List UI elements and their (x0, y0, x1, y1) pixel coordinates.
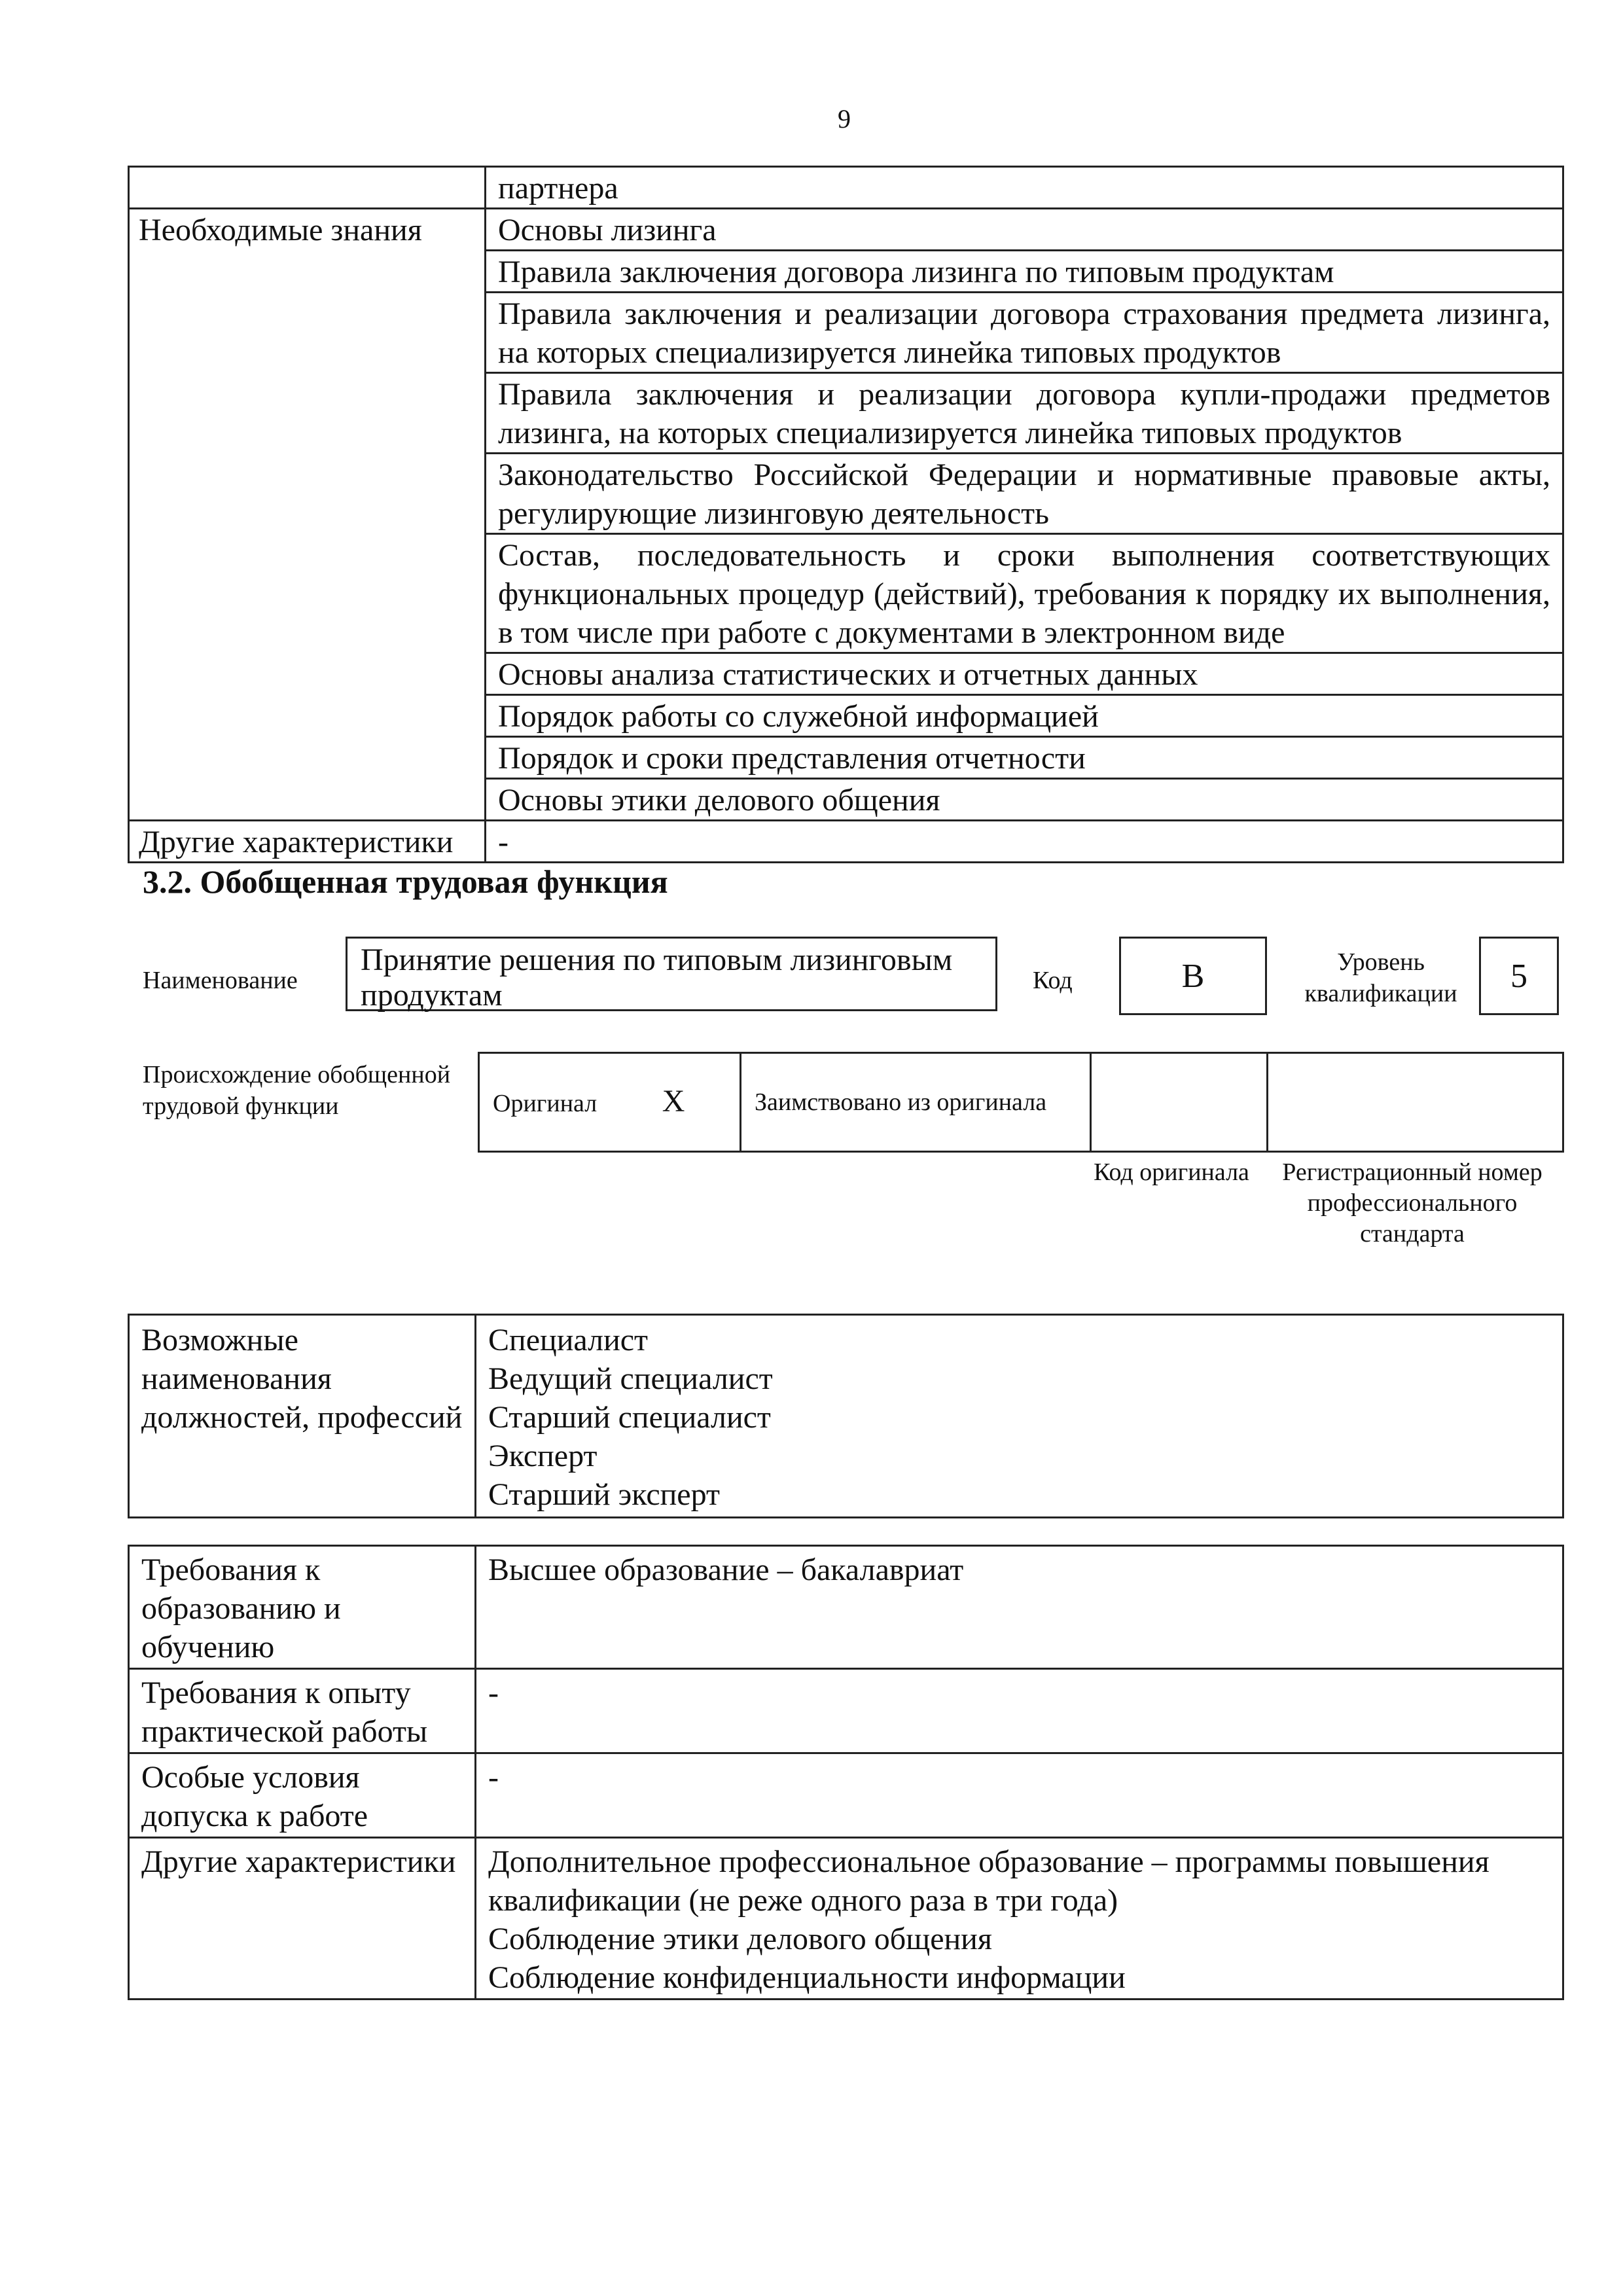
table-row (129, 1753, 1563, 1838)
requirement-label: Другие характеристики (129, 1838, 476, 2000)
original-code-cell (1091, 1053, 1268, 1152)
row-value: Правила заключения и реализации договора страхования предмета лизинга, на которых специализируется линейка типовых продуктов (486, 293, 1563, 373)
section-heading: 3.2. Обобщенная трудовая функция (143, 863, 668, 900)
row-value: Основы лизинга (486, 209, 1563, 251)
row-value: Законодательство Российской Федерации и нормативные правовые акты, регулирующие лизинговую деятельность (486, 454, 1563, 534)
requirement-label: Особые условия допуска к работе (129, 1753, 476, 1838)
list-item: Эксперт (488, 1439, 597, 1473)
list-item: Ведущий специалист (488, 1361, 773, 1396)
requirement-value: Высшее образование – бакалавриат (476, 1546, 1563, 1669)
table-row (129, 167, 1563, 209)
original-label: Оригинал (493, 1089, 597, 1117)
name-label: Наименование (143, 967, 298, 994)
origin-table (478, 1052, 1564, 1153)
original-mark: X (662, 1083, 685, 1119)
borrowed-cell: Заимствовано из оригинала (741, 1053, 1091, 1152)
positions-label: Возможные наименования должностей, профессий (129, 1315, 476, 1518)
knowledge-table (128, 166, 1564, 863)
list-item: Специалист (488, 1323, 649, 1357)
row-value: Правила заключения договора лизинга по типовым продуктам (486, 251, 1563, 293)
requirements-table (128, 1545, 1564, 2000)
requirement-value: - (476, 1753, 1563, 1838)
requirement-value: - (476, 1669, 1563, 1753)
level-label: Уровень квалификации (1304, 948, 1457, 1007)
table-row (129, 1838, 1563, 2000)
row-value: Порядок работы со служебной информацией (486, 695, 1563, 737)
list-item: Старший эксперт (488, 1477, 720, 1512)
table-row (129, 209, 1563, 251)
row-label-other: Другие характеристики (129, 821, 486, 863)
row-value: Порядок и сроки представления отчетности (486, 737, 1563, 779)
row-value: Состав, последовательность и сроки выполнения соответствующих функциональных процедур (действий), требования к порядку их выполнения, в том числе при работе с документами в электронном виде (486, 534, 1563, 653)
list-item: Дополнительное профессиональное образование – программы повышения квалификации (не реже одного раза в три года) (488, 1844, 1489, 1918)
level-box: 5 (1479, 937, 1559, 1015)
original-cell (479, 1053, 741, 1152)
requirement-value (476, 1838, 1563, 2000)
table-row (129, 821, 1563, 863)
registration-caption: Регистрационный номер профессионального стандарта (1282, 1158, 1543, 1247)
code-label: Код (1033, 967, 1073, 994)
positions-list (476, 1315, 1563, 1518)
code-box: B (1119, 937, 1267, 1015)
registration-number-cell (1268, 1053, 1563, 1152)
table-row (129, 1669, 1563, 1753)
page-number: 9 (838, 104, 851, 134)
table-row (129, 1546, 1563, 1669)
list-item: Соблюдение конфиденциальности информации (488, 1960, 1126, 1995)
positions-table (128, 1314, 1564, 1518)
row-value: Правила заключения и реализации договора купли-продажи предметов лизинга, на которых специализируется линейка типовых продуктов (486, 373, 1563, 454)
table-row (129, 1315, 1563, 1518)
function-name-box: Принятие решения по типовым лизинговым продуктам (346, 937, 997, 1011)
requirement-label: Требования к образованию и обучению (129, 1546, 476, 1669)
requirement-label: Требования к опыту практической работы (129, 1669, 476, 1753)
row-value: Основы этики делового общения (486, 779, 1563, 821)
code-caption: Код оригинала (1094, 1158, 1249, 1186)
row-value: партнера (486, 167, 1563, 209)
list-item: Старший специалист (488, 1400, 771, 1435)
table-row (479, 1053, 1563, 1152)
row-label (129, 167, 486, 209)
row-value: Основы анализа статистических и отчетных данных (486, 653, 1563, 695)
row-value: - (486, 821, 1563, 863)
row-label-knowledge: Необходимые знания (129, 209, 486, 821)
origin-label: Происхождение обобщенной трудовой функции (143, 1061, 451, 1120)
list-item: Соблюдение этики делового общения (488, 1922, 992, 1956)
